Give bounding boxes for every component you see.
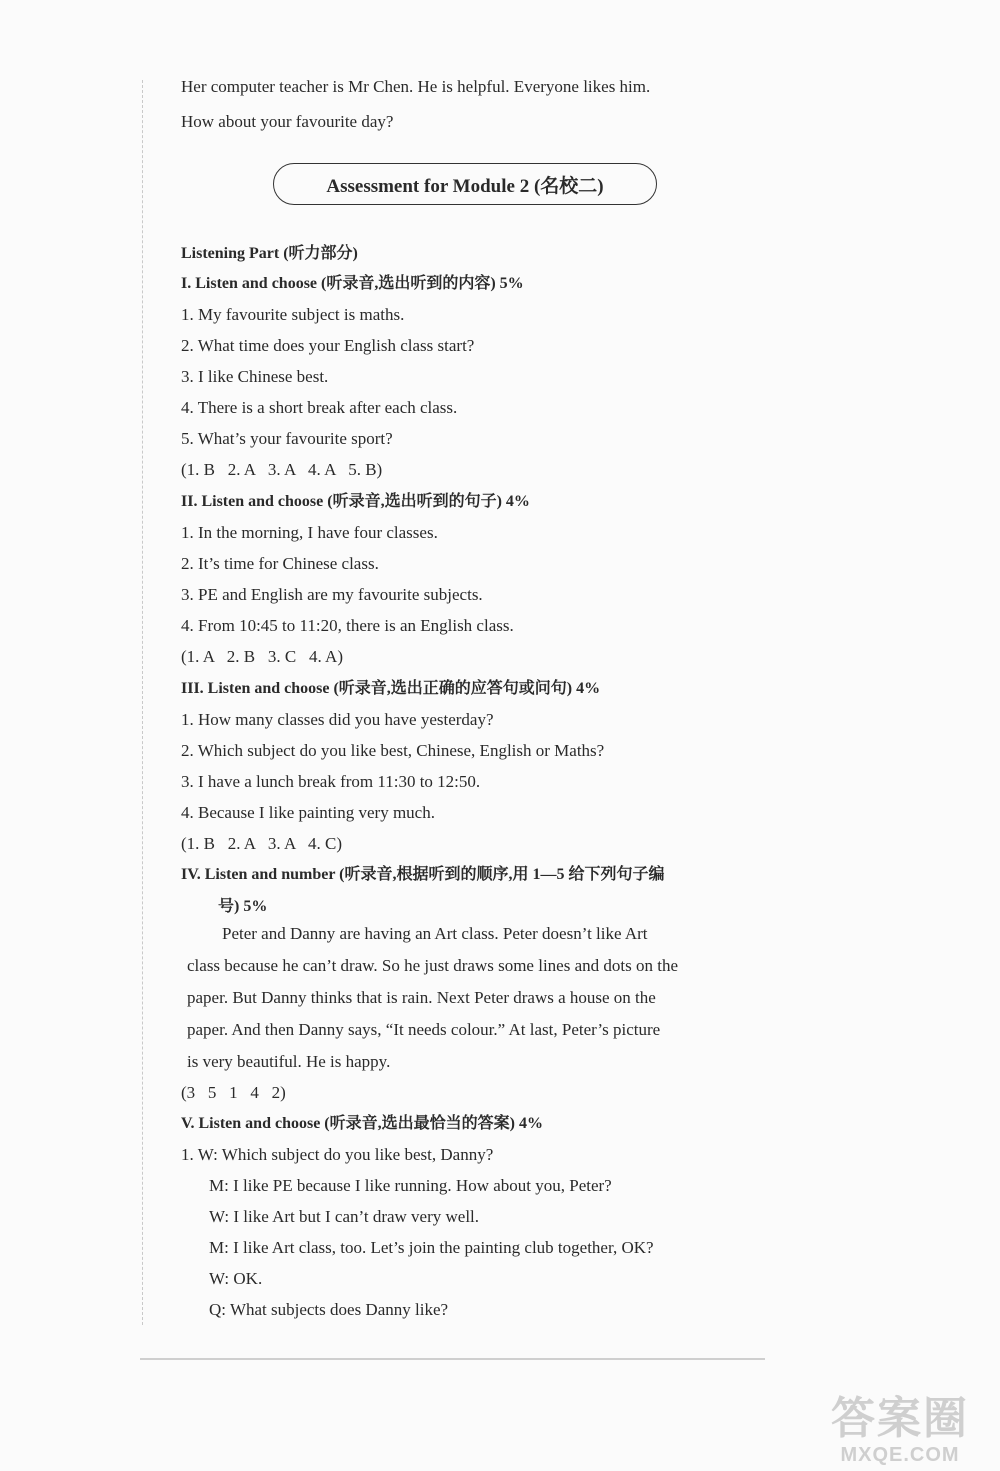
section-4-paragraph-line: Peter and Danny are having an Art class. Peter doesn’t like Art (222, 924, 648, 943)
section-1-item: 2. What time does your English class start? (181, 336, 475, 355)
section-4-paragraph-line: class because he can’t draw. So he just draws some lines and dots on the (187, 956, 678, 975)
section-3-item: 4. Because I like painting very much. (181, 803, 435, 822)
section-4-heading-line-1: IV. Listen and number (听录音,根据听到的顺序,用 1—5 给下列句子编 (181, 866, 665, 883)
watermark-title: 答案圈 (831, 1394, 969, 1443)
intro-line-1: Her computer teacher is Mr Chen. He is helpful. Everyone likes him. (181, 77, 651, 96)
listening-part-heading: Listening Part (听力部分) (181, 245, 358, 262)
section-3-answer: (1. B 2. A 3. A 4. C) (181, 834, 343, 853)
section-3-item: 3. I have a lunch break from 11:30 to 12:50. (181, 772, 481, 791)
section-3-item: 1. How many classes did you have yesterday? (181, 710, 494, 729)
section-5-heading: V. Listen and choose (听录音,选出最恰当的答案) 4% (181, 1115, 543, 1132)
section-1-item: 1. My favourite subject is maths. (181, 305, 405, 324)
section-5-dialogue-line: M: I like Art class, too. Let’s join the painting club together, OK? (209, 1238, 654, 1257)
section-1-heading: I. Listen and choose (听录音,选出听到的内容) 5% (181, 275, 524, 292)
section-1-item: 4. There is a short break after each class. (181, 398, 458, 417)
section-5-dialogue-line: W: I like Art but I can’t draw very well. (209, 1207, 480, 1226)
margin-guide-line (142, 80, 143, 1325)
module-title-text: Assessment for Module 2 (名校二) (326, 175, 604, 197)
section-4-answer: (3 5 1 4 2) (181, 1083, 286, 1102)
intro-line-2: How about your favourite day? (181, 112, 394, 131)
section-4-heading-line-2: 号) 5% (218, 898, 268, 915)
section-1-answer: (1. B 2. A 3. A 4. A 5. B) (181, 460, 383, 479)
bottom-divider (140, 1358, 765, 1360)
section-5-dialogue-line: Q: What subjects does Danny like? (209, 1300, 449, 1319)
section-4-paragraph-line: is very beautiful. He is happy. (187, 1052, 391, 1071)
section-1-item: 5. What’s your favourite sport? (181, 429, 393, 448)
section-3-item: 2. Which subject do you like best, Chinese, English or Maths? (181, 741, 605, 760)
section-4-paragraph-line: paper. And then Danny says, “It needs colour.” At last, Peter’s picture (187, 1020, 661, 1039)
section-2-item: 4. From 10:45 to 11:20, there is an English class. (181, 616, 514, 635)
module-title (273, 163, 657, 205)
section-2-item: 3. PE and English are my favourite subjects. (181, 585, 483, 604)
section-5-dialogue-line: W: OK. (209, 1269, 263, 1288)
section-1-item: 3. I like Chinese best. (181, 367, 329, 386)
section-4-paragraph-line: paper. But Danny thinks that is rain. Next Peter draws a house on the (187, 988, 656, 1007)
section-5-dialogue-line: M: I like PE because I like running. How about you, Peter? (209, 1176, 612, 1195)
watermark-logo (810, 1395, 990, 1471)
section-2-heading: II. Listen and choose (听录音,选出听到的句子) 4% (181, 493, 530, 510)
section-5-dialogue-line: 1. W: Which subject do you like best, Danny? (181, 1145, 494, 1164)
section-2-answer: (1. A 2. B 3. C 4. A) (181, 647, 343, 666)
watermark-url: MXQE.COM (840, 1444, 960, 1466)
section-3-heading: III. Listen and choose (听录音,选出正确的应答句或问句) 4% (181, 680, 601, 697)
section-2-item: 2. It’s time for Chinese class. (181, 554, 379, 573)
section-2-item: 1. In the morning, I have four classes. (181, 523, 438, 542)
